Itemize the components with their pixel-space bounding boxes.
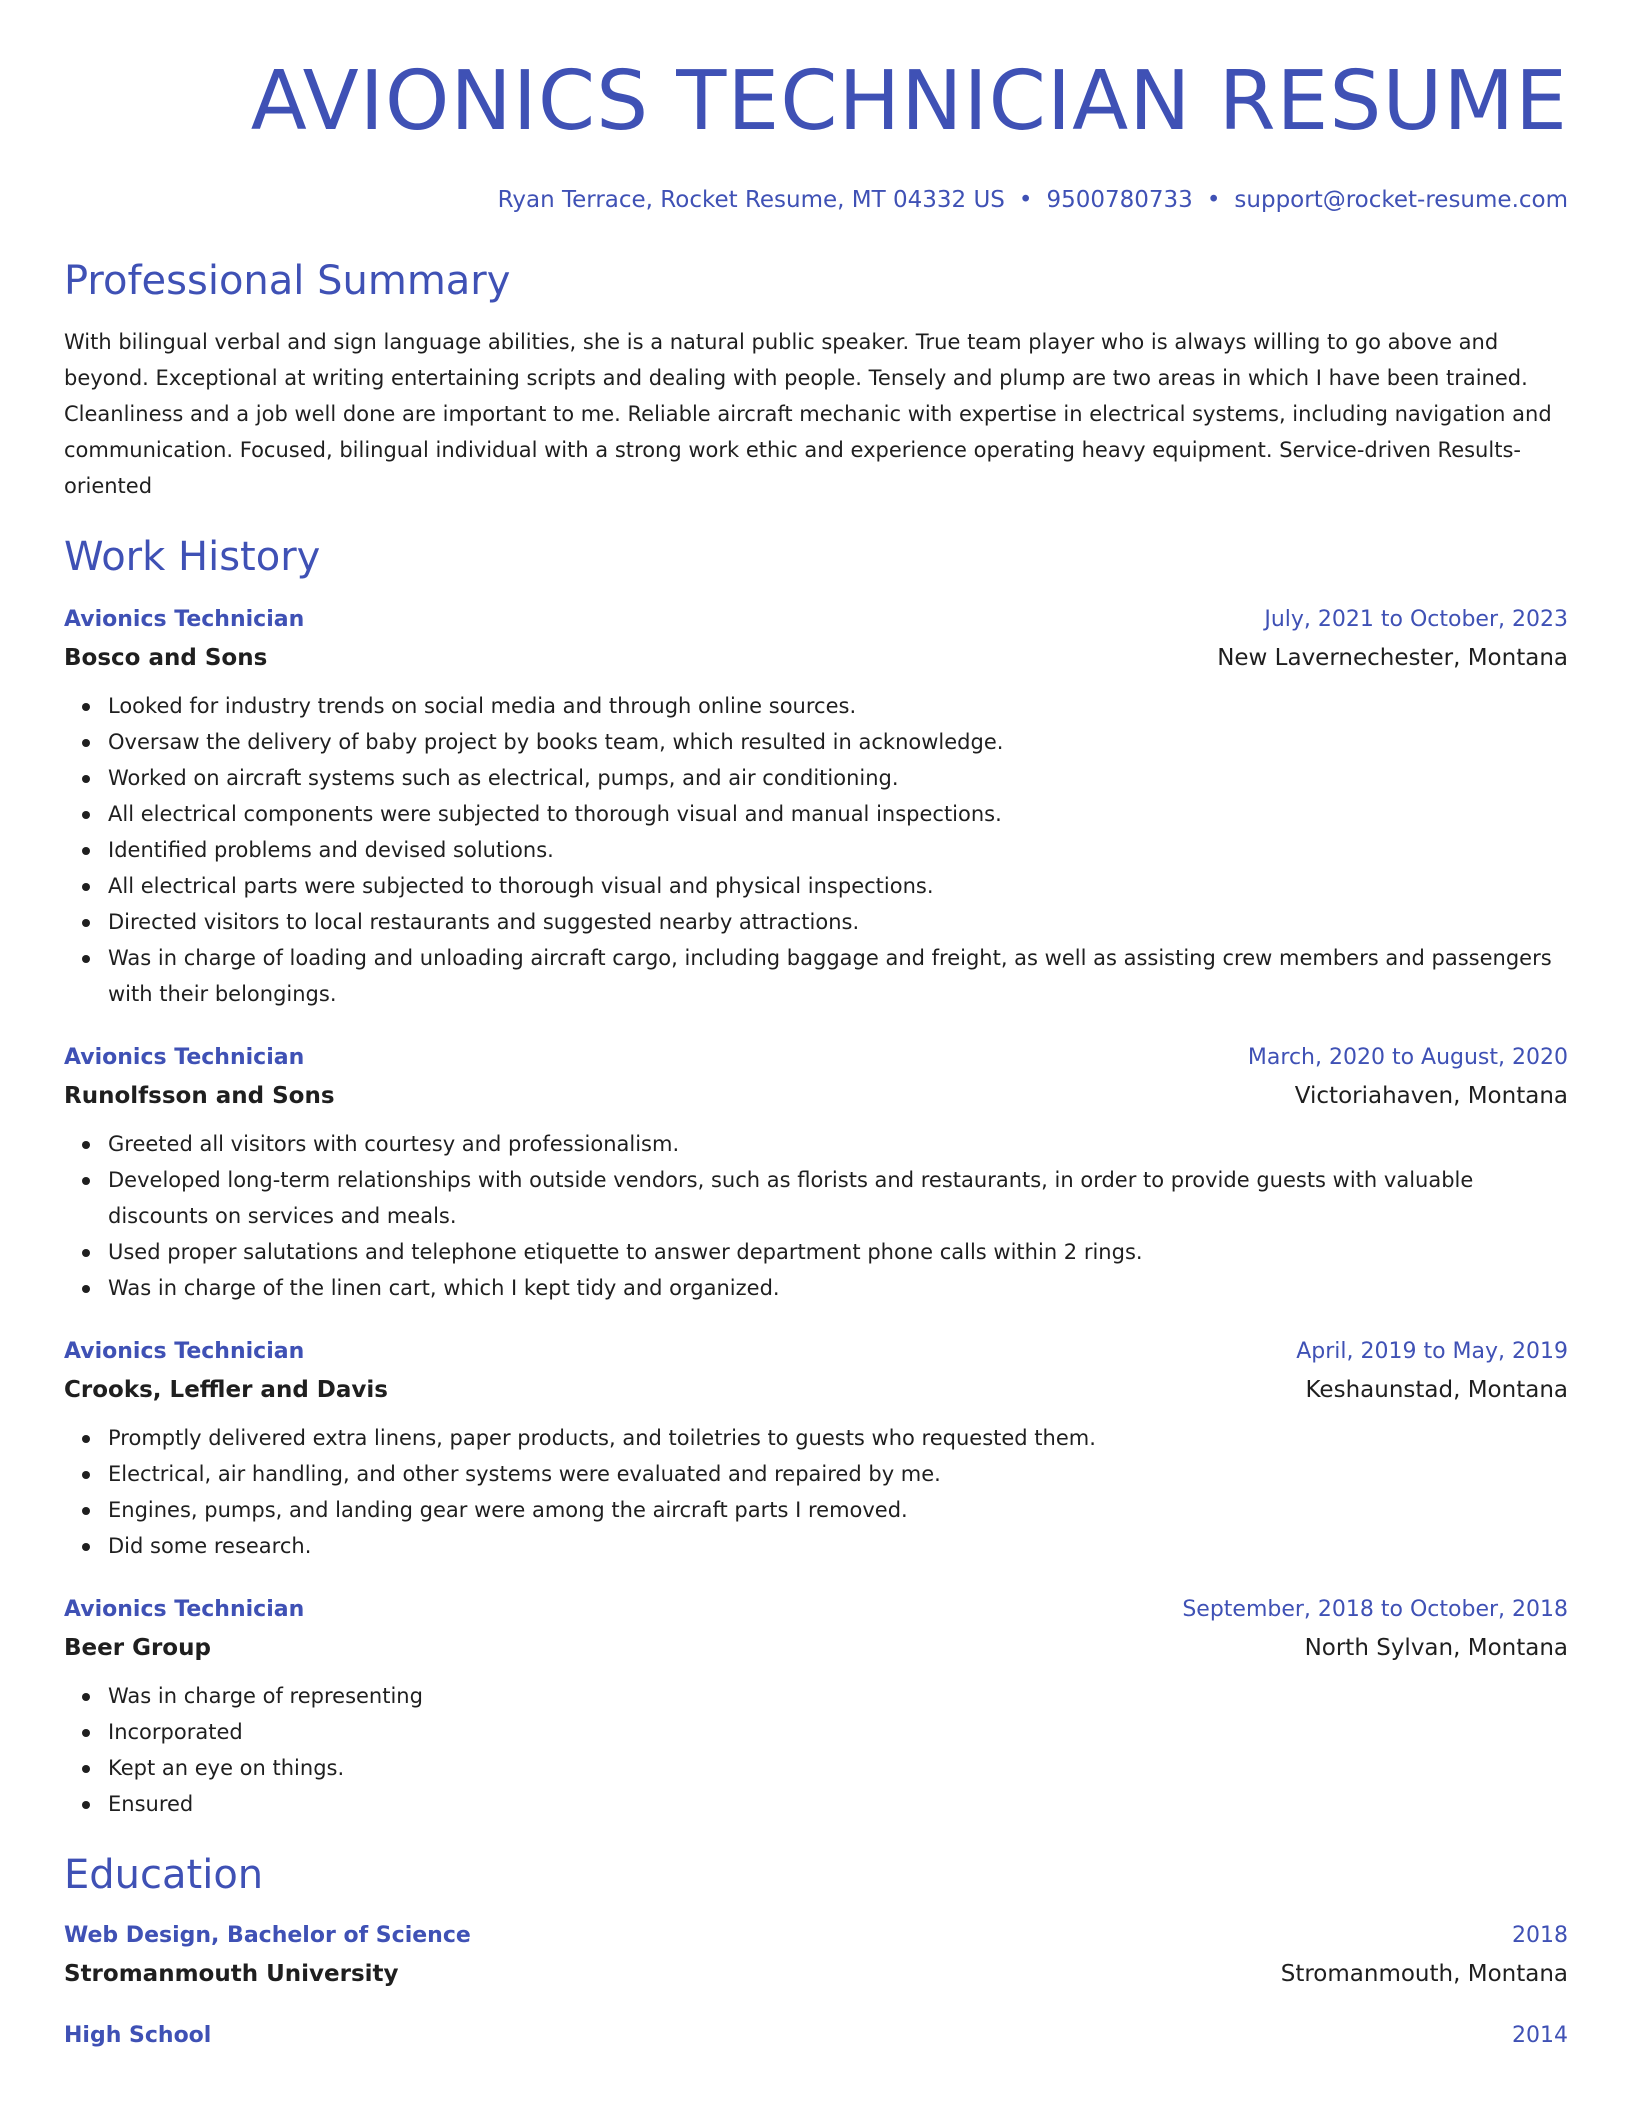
job-title: Avionics Technician <box>64 1339 305 1364</box>
job-dates: March, 2020 to August, 2020 <box>1247 1045 1568 1070</box>
job-bullet-item: Was in charge of the linen cart, which I kept tidy and organized. <box>108 1270 1568 1306</box>
job-bullet-item: Was in charge of loading and unloading aircraft cargo, including baggage and freight, as well as assisting crew members and passengers with their belongings. <box>108 940 1568 1012</box>
contact-address: Ryan Terrace, Rocket Resume, MT 04332 US <box>497 187 1005 213</box>
job-title: Avionics Technician <box>64 607 305 632</box>
job-bullet-list <box>64 1420 1568 1564</box>
education-location: Stromanmouth, Montana <box>1280 1961 1568 1987</box>
summary-heading: Professional Summary <box>64 258 511 304</box>
education-year: 2018 <box>1512 1923 1568 1948</box>
education-degree-row <box>64 2018 1568 2054</box>
education-entry <box>64 1918 1568 1994</box>
education-school: Stromanmouth University <box>64 1961 399 1987</box>
contact-phone: 9500780733 <box>1046 187 1193 213</box>
job-entry <box>64 1592 1568 1822</box>
job-company: Beer Group <box>64 1635 211 1661</box>
work-history-list <box>64 602 1568 1822</box>
job-bullet-item: Was in charge of representing <box>108 1678 1568 1714</box>
job-bullet-item: All electrical components were subjected to thorough visual and manual inspections. <box>108 796 1568 832</box>
job-title-row <box>64 1040 1568 1076</box>
job-bullet-item: Looked for industry trends on social media and through online sources. <box>108 688 1568 724</box>
job-company-row <box>64 638 1568 678</box>
job-bullet-item: Oversaw the delivery of baby project by books team, which resulted in acknowledge. <box>108 724 1568 760</box>
job-title-row <box>64 1334 1568 1370</box>
contact-email: support@rocket-resume.com <box>1234 187 1568 213</box>
job-title: Avionics Technician <box>64 1045 305 1070</box>
education-degree: Web Design, Bachelor of Science <box>64 1923 471 1948</box>
job-bullet-item: Developed long-term relationships with outside vendors, such as florists and restaurants, in order to provide guests with valuable discounts on services and meals. <box>108 1162 1568 1234</box>
job-bullet-item: All electrical parts were subjected to thorough visual and physical inspections. <box>108 868 1568 904</box>
job-dates: July, 2021 to October, 2023 <box>1264 607 1568 632</box>
contact-line <box>64 184 1568 216</box>
contact-separator: • <box>1018 187 1033 213</box>
job-bullet-item: Ensured <box>108 1786 1568 1822</box>
job-bullet-item: Incorporated <box>108 1714 1568 1750</box>
education-heading: Education <box>64 1852 264 1898</box>
job-dates: September, 2018 to October, 2018 <box>1182 1597 1568 1622</box>
job-dates: April, 2019 to May, 2019 <box>1296 1339 1568 1364</box>
job-bullet-list <box>64 1678 1568 1822</box>
job-bullet-item: Engines, pumps, and landing gear were among the aircraft parts I removed. <box>108 1492 1568 1528</box>
job-bullet-item: Promptly delivered extra linens, paper products, and toiletries to guests who requested them. <box>108 1420 1568 1456</box>
job-location: New Lavernechester, Montana <box>1217 645 1568 671</box>
education-degree-row <box>64 1918 1568 1954</box>
job-title: Avionics Technician <box>64 1597 305 1622</box>
job-bullet-list <box>64 1126 1568 1306</box>
job-location: North Sylvan, Montana <box>1304 1635 1568 1661</box>
job-bullet-item: Did some research. <box>108 1528 1568 1564</box>
job-bullet-item: Worked on aircraft systems such as electrical, pumps, and air conditioning. <box>108 760 1568 796</box>
job-location: Keshaunstad, Montana <box>1305 1377 1568 1403</box>
job-title-row <box>64 1592 1568 1628</box>
job-entry <box>64 602 1568 1012</box>
education-list <box>64 1918 1568 2054</box>
job-location: Victoriahaven, Montana <box>1294 1083 1568 1109</box>
job-title-row <box>64 602 1568 638</box>
job-bullet-item: Identified problems and devised solutions. <box>108 832 1568 868</box>
job-company-row <box>64 1628 1568 1668</box>
work-history-heading: Work History <box>64 534 321 580</box>
job-company: Bosco and Sons <box>64 645 268 671</box>
job-bullet-item: Kept an eye on things. <box>108 1750 1568 1786</box>
summary-text: With bilingual verbal and sign language abilities, she is a natural public speaker. True team player who is always willing to go above and beyond. Exceptional at writing entertaining scripts and dealing with people. Tensely and plump are two areas in which I have been trained. Cleanliness and a job well done are important to me. Reliable aircraft mechanic with expertise in electrical systems, including navigation and communication. Focused, bilingual individual with a strong work ethic and experience operating heavy equipment. Service-driven Results-oriented <box>64 330 1552 498</box>
job-bullet-item: Electrical, air handling, and other systems were evaluated and repaired by me. <box>108 1456 1568 1492</box>
job-company: Runolfsson and Sons <box>64 1083 335 1109</box>
job-company-row <box>64 1076 1568 1116</box>
job-company-row <box>64 1370 1568 1410</box>
job-entry <box>64 1040 1568 1306</box>
job-bullet-item: Used proper salutations and telephone etiquette to answer department phone calls within 2 rings. <box>108 1234 1568 1270</box>
job-bullet-list <box>64 688 1568 1012</box>
education-school-row <box>64 1954 1568 1994</box>
job-bullet-item: Greeted all visitors with courtesy and professionalism. <box>108 1126 1568 1162</box>
education-degree: High School <box>64 2023 212 2048</box>
job-company: Crooks, Leffler and Davis <box>64 1377 388 1403</box>
job-bullet-item: Directed visitors to local restaurants and suggested nearby attractions. <box>108 904 1568 940</box>
contact-separator: • <box>1206 187 1221 213</box>
resume-title: AVIONICS TECHNICIAN RESUME <box>250 54 1568 149</box>
education-year: 2014 <box>1512 2023 1568 2048</box>
job-entry <box>64 1334 1568 1564</box>
education-entry <box>64 2018 1568 2054</box>
